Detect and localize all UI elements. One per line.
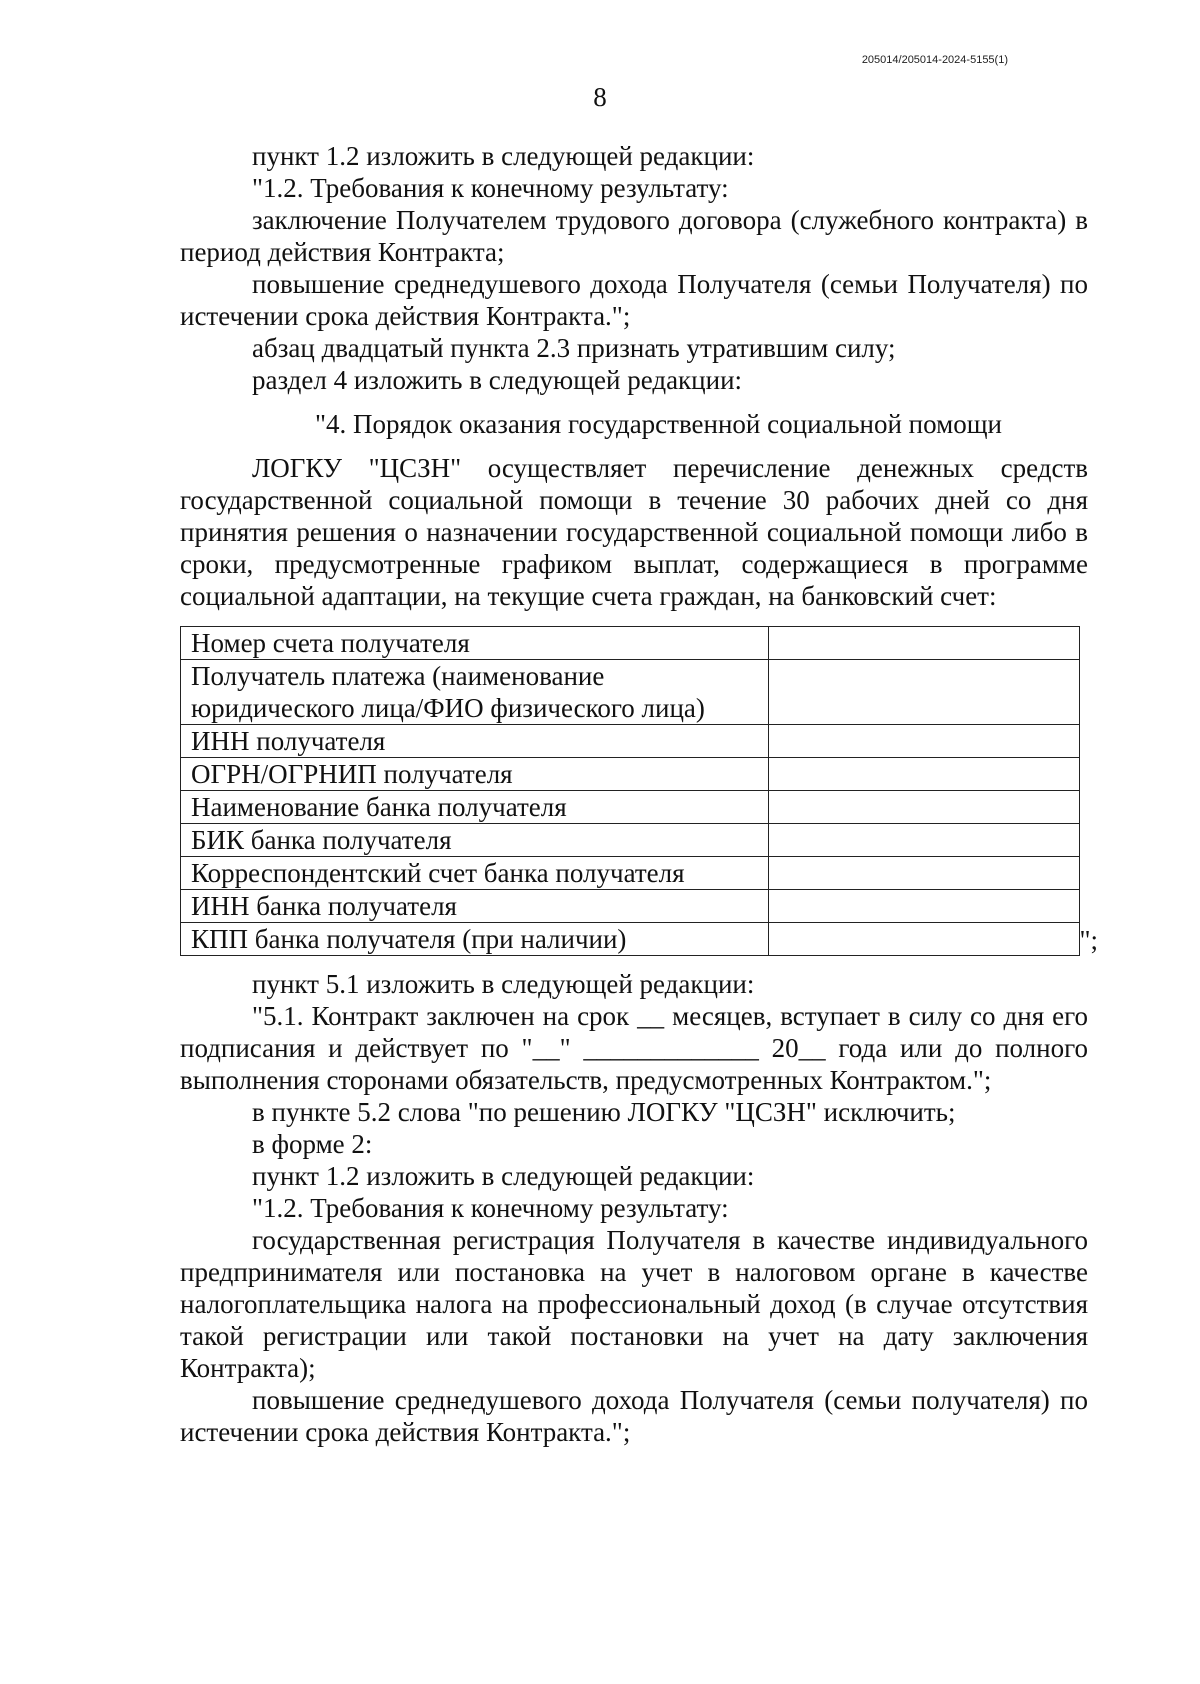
- table-cell-label: ИНН получателя: [181, 725, 769, 758]
- table-cell-value: [769, 923, 1080, 956]
- paragraph: пункт 1.2 изложить в следующей редакции:: [252, 1161, 755, 1191]
- table-cell-label: Корреспондентский счет банка получателя: [181, 857, 769, 890]
- paragraph: абзац двадцатый пункта 2.3 признать утратившим силу;: [252, 333, 896, 363]
- table-cell-label: ОГРН/ОГРНИП получателя: [181, 758, 769, 791]
- paragraph: "1.2. Требования к конечному результату:: [252, 1193, 729, 1223]
- table-row: [181, 660, 1080, 725]
- paragraph: ЛОГКУ "ЦСЗН" осуществляет перечисление денежных средств государственной социальной помощи в течение 30 рабочих дней со дня принятия решения о назначении государственной социальной помощи либо в сроки, предусмотренные графиком выплат, содержащиеся в программе социальной адаптации, на текущие счета граждан, на банковский счет:: [180, 453, 1088, 611]
- paragraph: раздел 4 изложить в следующей редакции:: [252, 365, 743, 395]
- paragraph: пункт 5.1 изложить в следующей редакции:: [252, 969, 755, 999]
- paragraph: повышение среднедушевого дохода Получателя (семьи получателя) по истечении срока действия Контракта.";: [180, 1385, 1088, 1447]
- table-row: [181, 791, 1080, 824]
- table-cell-label: БИК банка получателя: [181, 824, 769, 857]
- bank-details-table: [180, 626, 1080, 956]
- table-row: [181, 725, 1080, 758]
- paragraph: в пункте 5.2 слова "по решению ЛОГКУ "ЦСЗН" исключить;: [252, 1097, 956, 1127]
- table-cell-label: Номер счета получателя: [181, 627, 769, 660]
- table-cell-label: ИНН банка получателя: [181, 890, 769, 923]
- paragraph: "5.1. Контракт заключен на срок __ месяцев, вступает в силу со дня его подписания и действует по "__" _____________ 20__ года или до полного выполнения сторонами обязательств, предусмотренных Контрактом.";: [180, 1001, 1088, 1095]
- table-cell-value: [769, 627, 1080, 660]
- paragraph: "1.2. Требования к конечному результату:: [252, 173, 729, 203]
- section-heading: "4. Порядок оказания государственной социальной помощи: [315, 409, 1002, 439]
- paragraph: заключение Получателем трудового договора (служебного контракта) в период действия Контракта;: [180, 205, 1088, 267]
- document-body: [180, 140, 1098, 1448]
- table-cell-value: [769, 890, 1080, 923]
- table-row: [181, 923, 1080, 956]
- table-row: [181, 627, 1080, 660]
- paragraph: повышение среднедушевого дохода Получателя (семьи Получателя) по истечении срока действия Контракта.";: [180, 269, 1088, 331]
- table-row: [181, 857, 1080, 890]
- page-number: 8: [593, 82, 607, 112]
- table-cell-value: [769, 791, 1080, 824]
- table-row: [181, 824, 1080, 857]
- table-cell-label: Наименование банка получателя: [181, 791, 769, 824]
- table-row: [181, 758, 1080, 791]
- table-cell-value: [769, 857, 1080, 890]
- paragraph: пункт 1.2 изложить в следующей редакции:: [252, 141, 755, 171]
- paragraph: государственная регистрация Получателя в качестве индивидуального предпринимателя или постановка на учет в налоговом органе в качестве налогоплательщика налога на профессиональный доход (в случае отсутствия такой регистрации или такой постановки на учет на дату заключения Контракта);: [180, 1225, 1088, 1383]
- document-id: 205014/205014-2024-5155(1): [861, 54, 1008, 66]
- table-cell-value: [769, 758, 1080, 791]
- closing-quote: ";: [1079, 925, 1098, 955]
- table-cell-value: [769, 824, 1080, 857]
- table-row: [181, 890, 1080, 923]
- table-cell-label: Получатель платежа (наименование юридического лица/ФИО физического лица): [181, 660, 769, 725]
- bank-details-block: [180, 626, 1098, 956]
- table-cell-value: [769, 660, 1080, 725]
- paragraph: в форме 2:: [252, 1129, 373, 1159]
- table-cell-label: КПП банка получателя (при наличии): [181, 923, 769, 956]
- table-cell-value: [769, 725, 1080, 758]
